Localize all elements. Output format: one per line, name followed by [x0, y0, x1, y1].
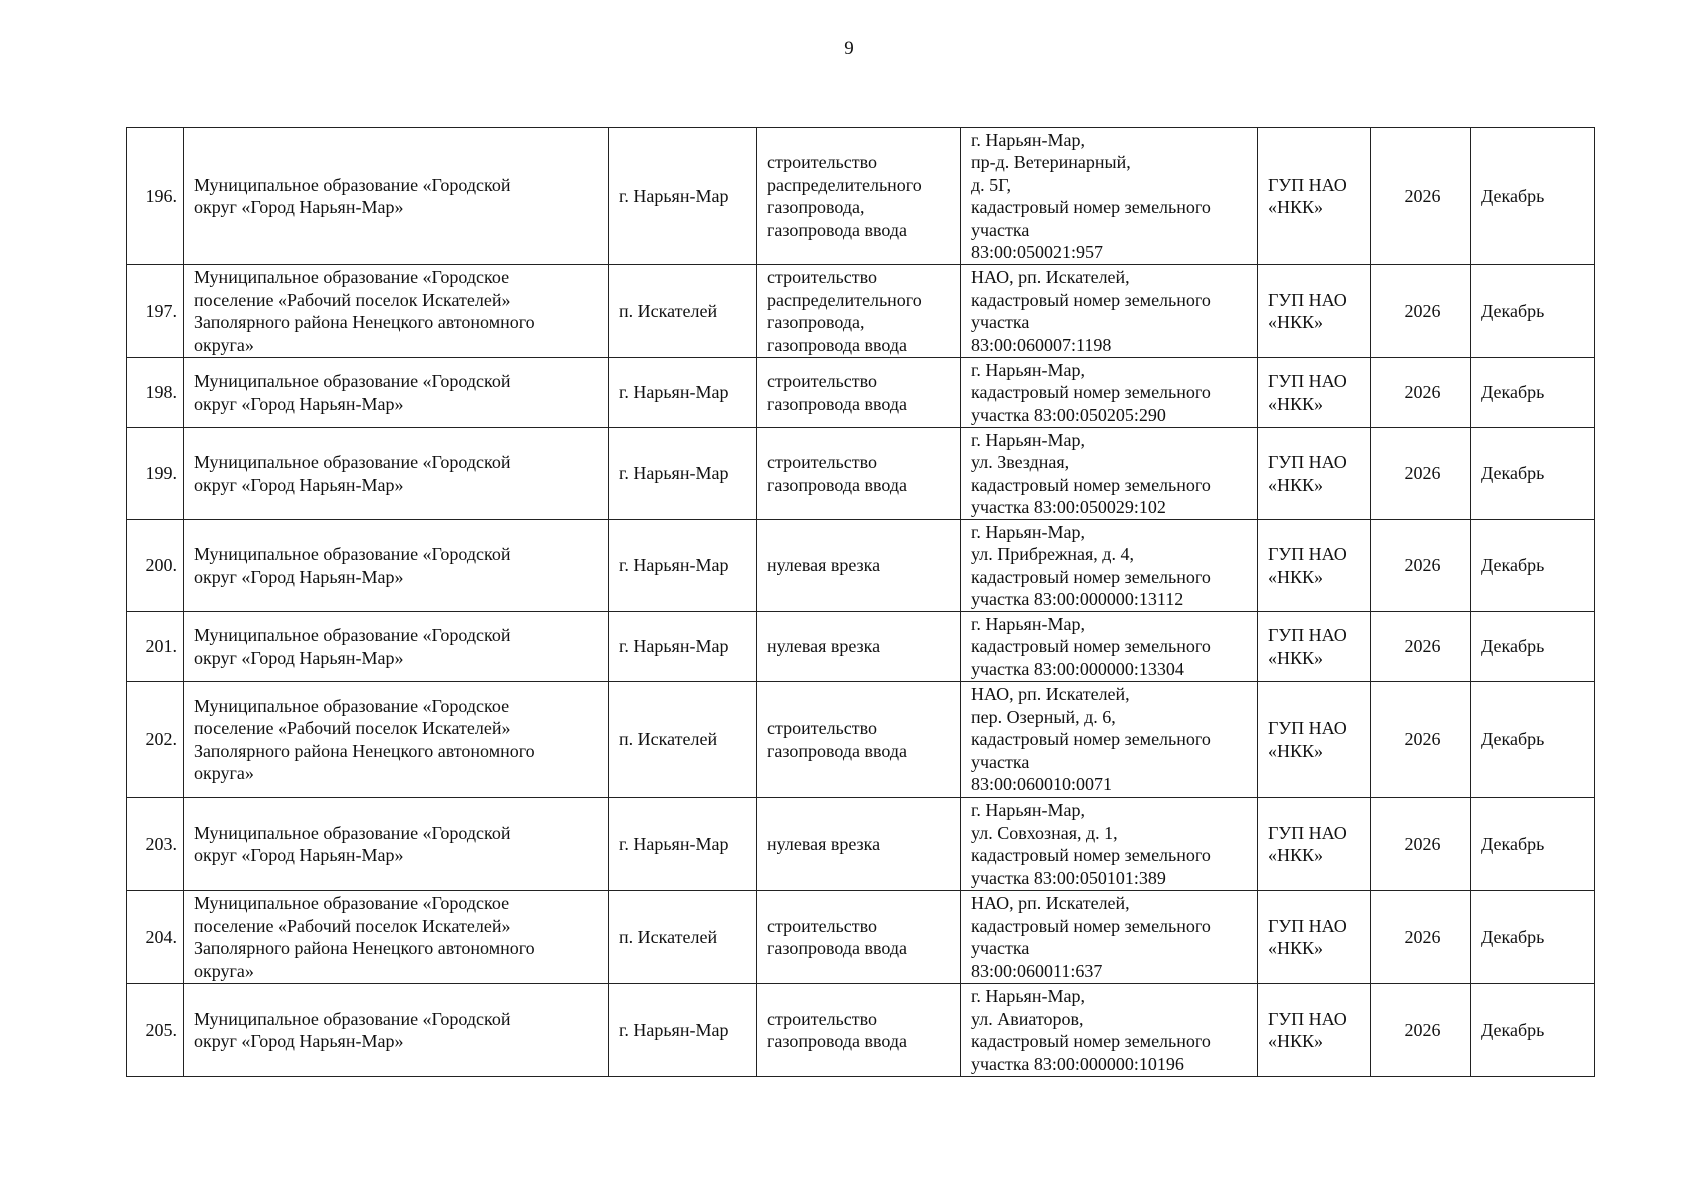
settlement-cell: г. Нарьян-Мар [609, 428, 757, 520]
row-number: 200. [127, 520, 184, 612]
table-row [127, 358, 1595, 428]
table-row [127, 798, 1595, 891]
municipality-cell: Муниципальное образование «Городское поселение «Рабочий поселок Искателей» Заполярного района Ненецкого автономного округа» [184, 265, 609, 358]
municipality-cell: Муниципальное образование «Городской округ «Город Нарьян-Мар» [184, 428, 609, 520]
executor-cell: ГУП НАО «НКК» [1258, 984, 1371, 1077]
gasification-schedule-table [126, 127, 1595, 1077]
municipality-cell: Муниципальное образование «Городской округ «Город Нарьян-Мар» [184, 798, 609, 891]
executor-cell: ГУП НАО «НКК» [1258, 128, 1371, 265]
municipality-cell: Муниципальное образование «Городское поселение «Рабочий поселок Искателей» Заполярного района Ненецкого автономного округа» [184, 682, 609, 798]
address-cell: НАО, рп. Искателей, кадастровый номер земельного участка 83:00:060011:637 [961, 891, 1258, 984]
year-cell: 2026 [1371, 358, 1471, 428]
month-cell: Декабрь [1471, 358, 1595, 428]
address-cell: г. Нарьян-Мар, ул. Звездная, кадастровый номер земельного участка 83:00:050029:102 [961, 428, 1258, 520]
municipality-cell: Муниципальное образование «Городское поселение «Рабочий поселок Искателей» Заполярного района Ненецкого автономного округа» [184, 891, 609, 984]
executor-cell: ГУП НАО «НКК» [1258, 612, 1371, 682]
row-number: 201. [127, 612, 184, 682]
settlement-cell: г. Нарьян-Мар [609, 358, 757, 428]
table-row [127, 612, 1595, 682]
table-row [127, 891, 1595, 984]
row-number: 204. [127, 891, 184, 984]
month-cell: Декабрь [1471, 128, 1595, 265]
settlement-cell: г. Нарьян-Мар [609, 612, 757, 682]
executor-cell: ГУП НАО «НКК» [1258, 520, 1371, 612]
municipality-cell: Муниципальное образование «Городской округ «Город Нарьян-Мар» [184, 984, 609, 1077]
work-type-cell: нулевая врезка [757, 798, 961, 891]
row-number: 202. [127, 682, 184, 798]
work-type-cell: строительство газопровода ввода [757, 358, 961, 428]
row-number: 196. [127, 128, 184, 265]
address-cell: г. Нарьян-Мар, ул. Прибрежная, д. 4, кадастровый номер земельного участка 83:00:000000:13112 [961, 520, 1258, 612]
year-cell: 2026 [1371, 612, 1471, 682]
executor-cell: ГУП НАО «НКК» [1258, 682, 1371, 798]
year-cell: 2026 [1371, 265, 1471, 358]
address-cell: НАО, рп. Искателей, пер. Озерный, д. 6, кадастровый номер земельного участка 83:00:060010:0071 [961, 682, 1258, 798]
settlement-cell: г. Нарьян-Мар [609, 984, 757, 1077]
address-cell: г. Нарьян-Мар, ул. Совхозная, д. 1, кадастровый номер земельного участка 83:00:050101:389 [961, 798, 1258, 891]
table-row [127, 265, 1595, 358]
address-cell: г. Нарьян-Мар, ул. Авиаторов, кадастровый номер земельного участка 83:00:000000:10196 [961, 984, 1258, 1077]
month-cell: Декабрь [1471, 265, 1595, 358]
executor-cell: ГУП НАО «НКК» [1258, 891, 1371, 984]
table-row [127, 520, 1595, 612]
year-cell: 2026 [1371, 520, 1471, 612]
work-type-cell: строительство газопровода ввода [757, 682, 961, 798]
work-type-cell: строительство распределительного газопровода, газопровода ввода [757, 128, 961, 265]
row-number: 199. [127, 428, 184, 520]
page-number: 9 [844, 38, 854, 59]
address-cell: г. Нарьян-Мар, кадастровый номер земельного участка 83:00:000000:13304 [961, 612, 1258, 682]
address-cell: г. Нарьян-Мар, пр-д. Ветеринарный, д. 5Г, кадастровый номер земельного участка 83:00:050021:957 [961, 128, 1258, 265]
table-row [127, 682, 1595, 798]
year-cell: 2026 [1371, 798, 1471, 891]
month-cell: Декабрь [1471, 891, 1595, 984]
table-row [127, 128, 1595, 265]
row-number: 205. [127, 984, 184, 1077]
year-cell: 2026 [1371, 891, 1471, 984]
executor-cell: ГУП НАО «НКК» [1258, 265, 1371, 358]
address-cell: г. Нарьян-Мар, кадастровый номер земельного участка 83:00:050205:290 [961, 358, 1258, 428]
month-cell: Декабрь [1471, 612, 1595, 682]
work-type-cell: строительство газопровода ввода [757, 984, 961, 1077]
row-number: 197. [127, 265, 184, 358]
year-cell: 2026 [1371, 128, 1471, 265]
executor-cell: ГУП НАО «НКК» [1258, 428, 1371, 520]
executor-cell: ГУП НАО «НКК» [1258, 798, 1371, 891]
settlement-cell: п. Искателей [609, 682, 757, 798]
month-cell: Декабрь [1471, 428, 1595, 520]
month-cell: Декабрь [1471, 798, 1595, 891]
work-type-cell: строительство газопровода ввода [757, 428, 961, 520]
table-row [127, 984, 1595, 1077]
settlement-cell: п. Искателей [609, 891, 757, 984]
address-cell: НАО, рп. Искателей, кадастровый номер земельного участка 83:00:060007:1198 [961, 265, 1258, 358]
year-cell: 2026 [1371, 984, 1471, 1077]
table-row [127, 428, 1595, 520]
row-number: 203. [127, 798, 184, 891]
month-cell: Декабрь [1471, 682, 1595, 798]
municipality-cell: Муниципальное образование «Городской округ «Город Нарьян-Мар» [184, 520, 609, 612]
work-type-cell: строительство распределительного газопровода, газопровода ввода [757, 265, 961, 358]
settlement-cell: г. Нарьян-Мар [609, 798, 757, 891]
year-cell: 2026 [1371, 682, 1471, 798]
municipality-cell: Муниципальное образование «Городской округ «Город Нарьян-Мар» [184, 128, 609, 265]
settlement-cell: п. Искателей [609, 265, 757, 358]
municipality-cell: Муниципальное образование «Городской округ «Город Нарьян-Мар» [184, 358, 609, 428]
month-cell: Декабрь [1471, 520, 1595, 612]
month-cell: Декабрь [1471, 984, 1595, 1077]
row-number: 198. [127, 358, 184, 428]
municipality-cell: Муниципальное образование «Городской округ «Город Нарьян-Мар» [184, 612, 609, 682]
work-type-cell: нулевая врезка [757, 612, 961, 682]
work-type-cell: нулевая врезка [757, 520, 961, 612]
settlement-cell: г. Нарьян-Мар [609, 520, 757, 612]
settlement-cell: г. Нарьян-Мар [609, 128, 757, 265]
work-type-cell: строительство газопровода ввода [757, 891, 961, 984]
year-cell: 2026 [1371, 428, 1471, 520]
executor-cell: ГУП НАО «НКК» [1258, 358, 1371, 428]
